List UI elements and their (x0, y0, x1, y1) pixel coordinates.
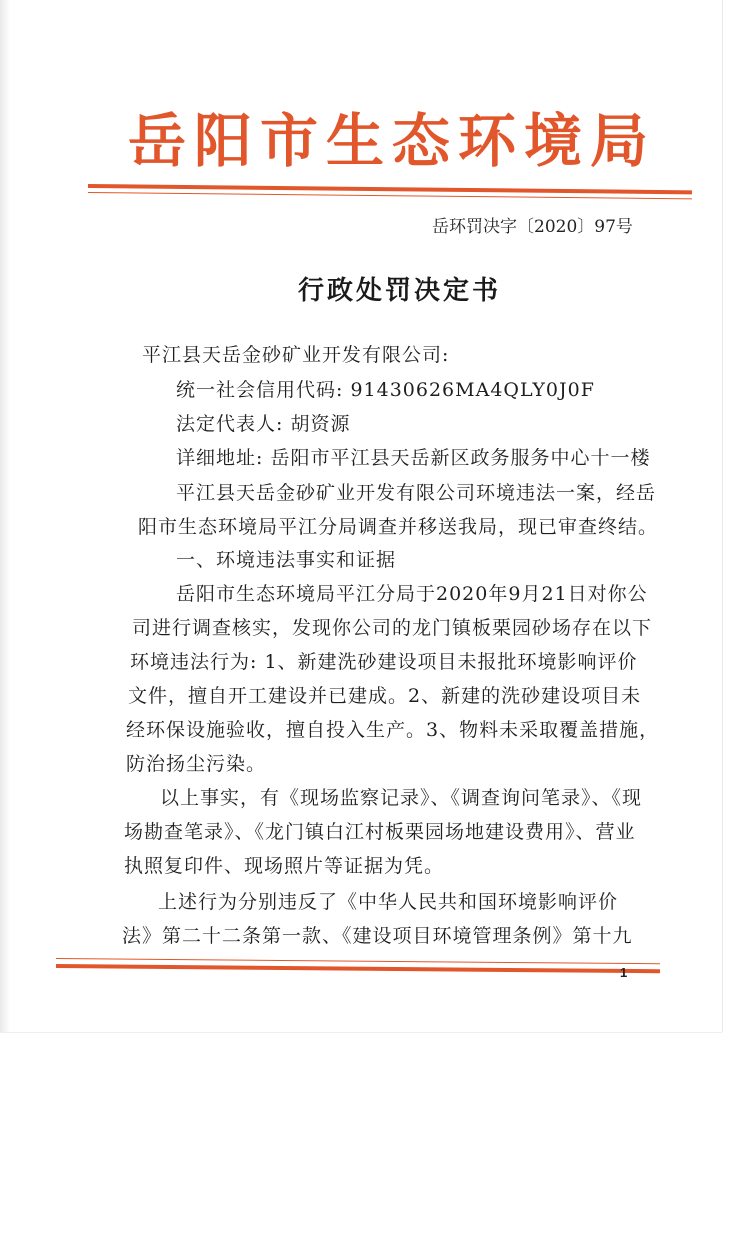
body-line: 文件，擅自开工建设并已建成。2、新建的洗砂建设项目未 (128, 685, 642, 707)
footer-rule-thick (56, 964, 660, 973)
body-line: 阳市生态环境局平江分局调查并移送我局，现已审查终结。 (138, 516, 659, 538)
agency-letterhead: 岳阳市生态环境局 (128, 107, 657, 175)
body-line: 司进行调查核实，发现你公司的龙门镇板栗园砂场存在以下 (132, 617, 653, 639)
section-heading: 一、环境违法事实和证据 (176, 549, 397, 571)
body-line: 场勘查笔录》、《龙门镇白江村板栗园场地建设费用》、营业 (124, 821, 636, 843)
body-line: 环境违法行为: 1、新建洗砂建设项目未报批环境影响评价 (130, 651, 638, 673)
legal-rep-line: 法定代表人: 胡资源 (176, 413, 351, 435)
document-title: 行政处罚决定书 (298, 276, 502, 306)
address-line: 详细地址: 岳阳市平江县天岳新区政务服务中心十一楼 (176, 447, 651, 469)
body-line: 岳阳市生态环境局平江分局于2020年9月21日对你公 (176, 583, 648, 605)
addressee: 平江县天岳金砂矿业开发有限公司: (142, 344, 450, 366)
body-line: 上述行为分别违反了《中华人民共和国环境影响评价 (158, 891, 619, 913)
body-line: 经环保设施验收，擅自投入生产。3、物料未采取覆盖措施， (126, 719, 660, 741)
body-line: 平江县天岳金砂矿业开发有限公司环境违法一案，经岳 (176, 482, 657, 504)
page-edge-shadow (0, 0, 10, 1032)
body-line: 执照复印件、现场照片等证据为凭。 (124, 855, 445, 877)
credit-code-line: 统一社会信用代码: 91430626MA4QLY0J0F (176, 379, 595, 401)
document-number: 岳环罚决字〔2020〕97号 (432, 217, 633, 237)
body-line: 法》第二十二条第一款、《建设项目环境管理条例》第十九 (122, 925, 633, 947)
body-line: 以上事实，有《现场监察记录》、《调查询问笔录》、《现 (160, 787, 643, 809)
page-number: 1 (620, 965, 628, 980)
footer-rule-thin (56, 958, 660, 964)
body-line: 防治扬尘污染。 (126, 753, 267, 775)
